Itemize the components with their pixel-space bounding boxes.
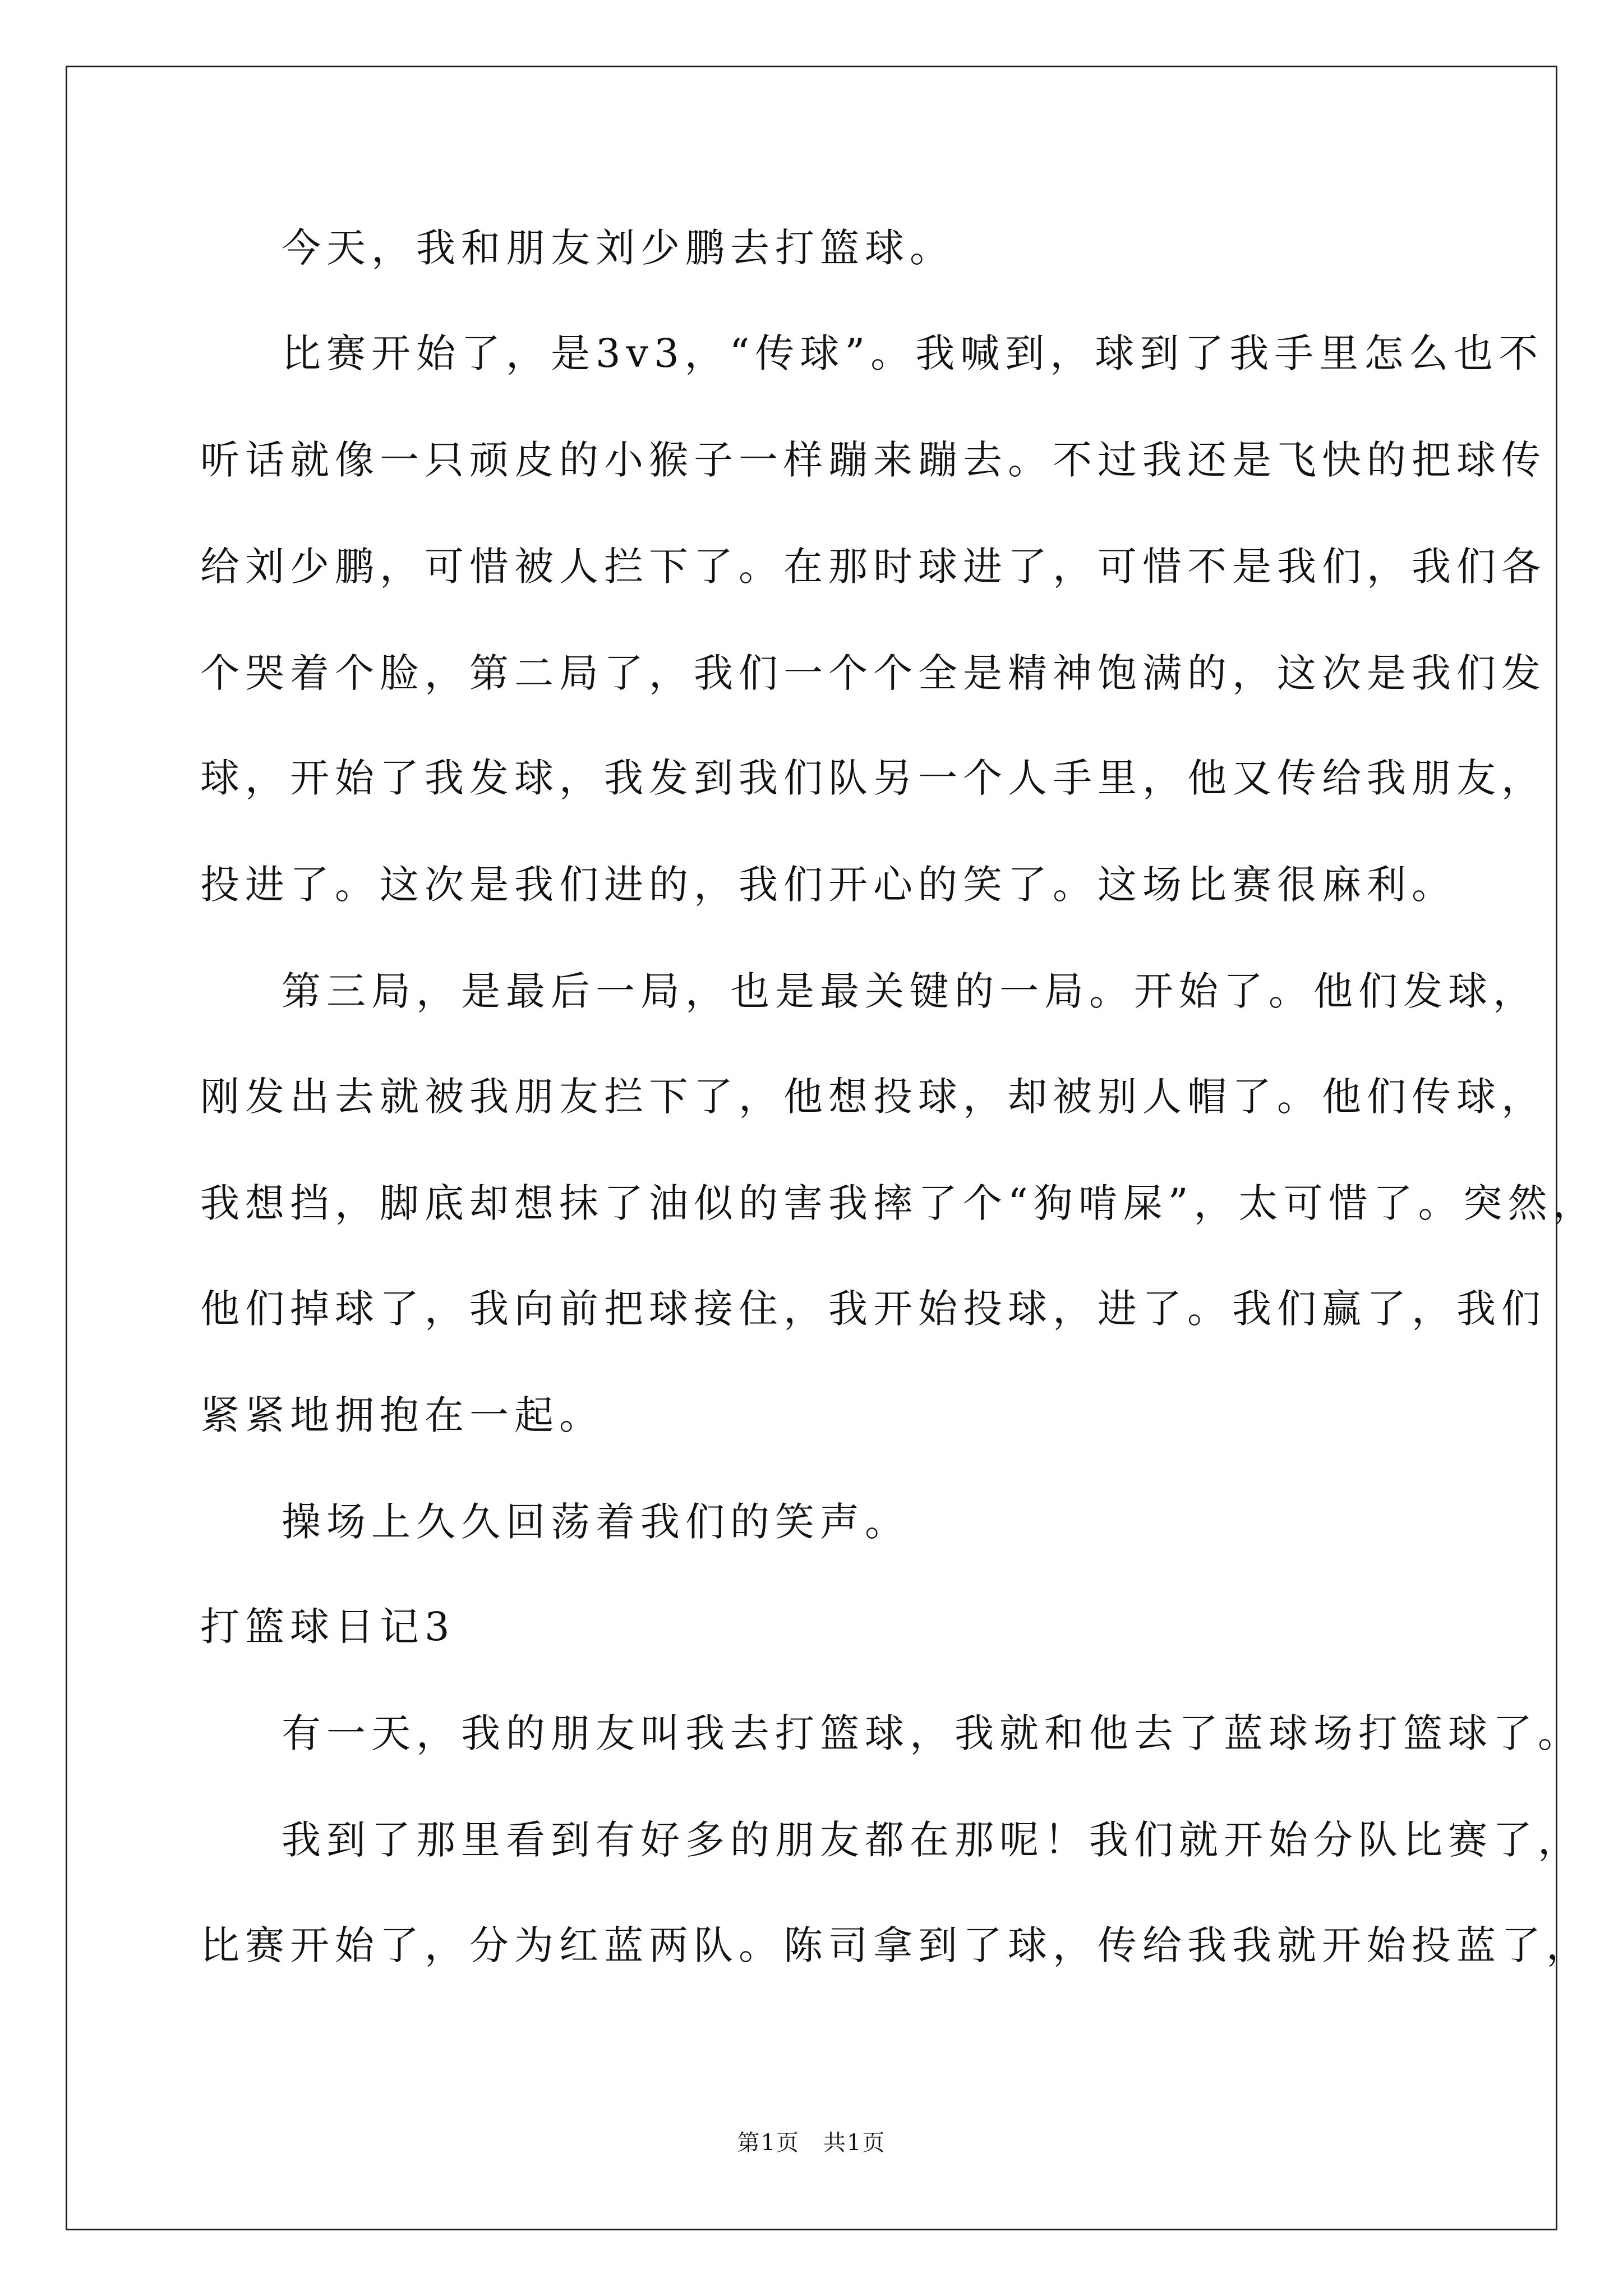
paragraph-2-line-6: 投进了。这次是我们进的，我们开心的笑了。这场比赛很麻利。: [200, 862, 1456, 908]
paragraph-3-line-3: 我想挡，脚底却想抹了油似的害我摔了个“狗啃屎”，太可惜了。突然，: [200, 1180, 1598, 1226]
page-border: [66, 66, 1557, 2230]
paragraph-2-line-3: 给刘少鹏，可惜被人拦下了。在那时球进了，可惜不是我们，我们各: [200, 544, 1546, 590]
paragraph-4-line-1: 操场上久久回荡着我们的笑声。: [282, 1499, 910, 1545]
paragraph-3-line-5: 紧紧地拥抱在一起。: [200, 1392, 604, 1438]
paragraph-6-line-1: 有一天，我的朋友叫我去打篮球，我就和他去了蓝球场打篮球了。: [282, 1710, 1583, 1756]
page-footer: 第1页 共1页: [737, 2130, 886, 2156]
paragraph-2-line-2: 听话就像一只顽皮的小猴子一样蹦来蹦去。不过我还是飞快的把球传: [200, 437, 1546, 483]
paragraph-7-line-2: 比赛开始了，分为红蓝两队。陈司拿到了球，传给我我就开始投蓝了，: [200, 1922, 1591, 1968]
paragraph-3-line-1: 第三局，是最后一局，也是最关键的一局。开始了。他们发球，: [282, 968, 1538, 1014]
section-heading: 打篮球日记3: [200, 1604, 455, 1650]
paragraph-2-line-1: 比赛开始了，是3v3，“传球”。我喊到，球到了我手里怎么也不: [282, 330, 1544, 376]
paragraph-3-line-4: 他们掉球了，我向前把球接住，我开始投球，进了。我们赢了，我们: [200, 1286, 1546, 1332]
paragraph-3-line-2: 刚发出去就被我朋友拦下了，他想投球，却被别人帽了。他们传球，: [200, 1074, 1546, 1120]
paragraph-1-line-1: 今天，我和朋友刘少鹏去打篮球。: [282, 225, 955, 271]
paragraph-2-line-4: 个哭着个脸，第二局了，我们一个个全是精神饱满的，这次是我们发: [200, 650, 1546, 696]
paragraph-2-line-5: 球，开始了我发球，我发到我们队另一个人手里，他又传给我朋友，: [200, 755, 1546, 801]
paragraph-7-line-1: 我到了那里看到有好多的朋友都在那呢！我们就开始分队比赛了，: [282, 1817, 1583, 1863]
